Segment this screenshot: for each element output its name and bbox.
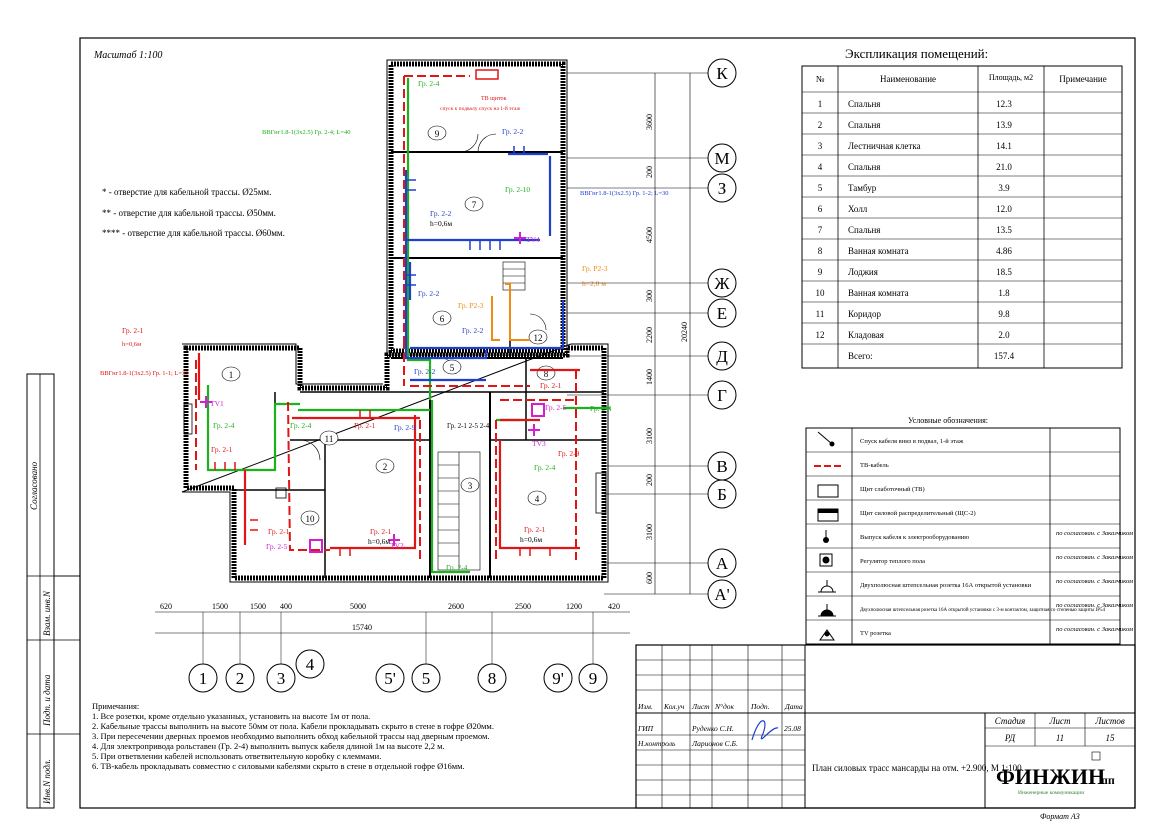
ann-gr29-b: Гр. 2-9 xyxy=(558,449,580,458)
room-cell-num: 1 xyxy=(817,99,823,109)
room-cell-name: Спальня xyxy=(848,120,881,130)
axis-9: 9 xyxy=(588,669,598,688)
room-cell-name: Лестничная клетка xyxy=(848,141,921,151)
room-num-1: 1 xyxy=(228,370,234,380)
ann-gr25-b: Гр. 2-5 xyxy=(266,542,288,551)
dim-b-6: 2500 xyxy=(515,602,531,611)
ann-gr22-c: Гр. 2-2 xyxy=(418,289,440,298)
ann-gr21-a: Гр. 2-1 xyxy=(122,326,144,335)
ann-cable-blue: ВВГнг1.8-1(3х2.5) Гр. 1-2; L=30 xyxy=(580,190,669,197)
ann-gr21-b: Гр. 2-1 xyxy=(211,445,233,454)
ann-gr21-f: Гр. 2-1 xyxy=(370,527,392,536)
floor-plan xyxy=(100,60,669,582)
room-cell-num: 4 xyxy=(817,162,823,172)
ann-gr22-a: Гр. 2-2 xyxy=(502,127,524,136)
legend-item xyxy=(860,486,925,493)
legend xyxy=(806,416,1133,644)
room-num-8: 8 xyxy=(543,369,549,379)
room-cell-num: 9 xyxy=(817,267,823,277)
axis-8: 8 xyxy=(487,669,497,688)
room-num-9: 9 xyxy=(434,129,440,139)
logo-text: ФИНЖИН xyxy=(996,764,1106,789)
axis-M: М xyxy=(714,149,730,168)
scale-label: Масштаб 1:100 xyxy=(94,50,163,61)
axis-K: К xyxy=(716,64,728,83)
total-label: Всего: xyxy=(848,351,873,361)
ann-gr22-e: Гр. 2-2 xyxy=(414,367,436,376)
axis-9-prime: 9' xyxy=(552,669,564,688)
ann-gr24-e: Гр. 2-4 xyxy=(446,563,468,572)
dim-b-2: 1500 xyxy=(250,602,266,611)
logo-sub: Инженерные коммуникации xyxy=(1018,790,1085,796)
th-name: Наименование xyxy=(879,74,937,84)
tb-sheets-h: Листов xyxy=(1095,716,1125,726)
note-6: 6. ТВ-кабель прокладывать совместно с силовыми кабелями скрыто в стене в отдельной гофре Ø16мм. xyxy=(92,761,465,771)
room-cell-name: Спальня xyxy=(848,225,881,235)
room-num-4: 4 xyxy=(534,494,540,504)
legend-item xyxy=(860,626,1133,637)
ann-gr24-b: Гр. 2-4 xyxy=(290,421,312,430)
table-row xyxy=(816,288,1011,298)
room-num-5: 5 xyxy=(449,363,455,373)
title-block xyxy=(636,645,1135,808)
tb-nk-role: Н.контроль xyxy=(638,739,676,748)
plan-annotations xyxy=(100,79,669,572)
ann-tv3: TV3 xyxy=(532,439,546,448)
socket-icon xyxy=(532,404,544,416)
legend-item xyxy=(860,462,889,469)
dims-bottom xyxy=(155,602,630,633)
th-area: Площадь, м2 xyxy=(988,73,1034,82)
socket-open-icon xyxy=(818,580,836,592)
tb-h-doc: N°док xyxy=(715,702,735,711)
ann-stack: Гр. 2-1 2-5 2-4 xyxy=(447,422,490,430)
socket-ip54-icon xyxy=(818,604,836,616)
notes xyxy=(92,701,494,771)
room-num-12: 12 xyxy=(533,333,543,343)
room-cell-area: 4.86 xyxy=(996,246,1012,256)
room-num-6: 6 xyxy=(439,314,445,324)
side-stamp xyxy=(27,374,80,808)
room-table-title: Экспликация помещений: xyxy=(845,46,989,61)
room-cell-num: 8 xyxy=(817,246,823,256)
legend-text: Щит слаботочный (ТВ) xyxy=(860,486,925,493)
axis-V: В xyxy=(716,457,728,476)
dim-b-3: 400 xyxy=(280,602,292,611)
ann-gr24-a: Гр. 2-4 xyxy=(213,421,235,430)
table-row xyxy=(818,267,1013,277)
ann-grp23-a: Гр. Р2-3 xyxy=(458,301,484,310)
tb-sheet-h: Лист xyxy=(1049,716,1071,726)
room-cell-num: 11 xyxy=(815,309,825,319)
room-cell-area: 3.9 xyxy=(998,183,1010,193)
tb-h-kol: Кол.уч xyxy=(664,702,685,711)
legend-item xyxy=(860,530,1133,541)
dim-r-0: 3600 xyxy=(645,114,654,130)
axis-A: А xyxy=(715,554,729,573)
table-row xyxy=(816,330,1011,340)
stamp-replaced: Взам. инв.N xyxy=(42,591,52,636)
ann-h06-a: h=0,6м xyxy=(430,219,453,228)
legend-text: Щит силовой распределительный (ЩС-2) xyxy=(860,510,976,517)
tb-h-list: Лист xyxy=(692,702,710,711)
format-label: Формат А3 xyxy=(1040,812,1080,821)
room-cell-name: Тамбур xyxy=(848,183,877,193)
holes-legend xyxy=(102,187,285,238)
room-num-3: 3 xyxy=(467,481,473,491)
axis-2: 2 xyxy=(235,669,245,688)
tb-gip-name: Руденко С.Н. xyxy=(692,724,734,733)
tb-sheets: 15 xyxy=(1105,733,1115,743)
ann-gr21-c: Гр. 2-1 xyxy=(354,421,376,430)
table-row xyxy=(818,225,1013,235)
room-cell-name: Лоджия xyxy=(848,267,878,277)
ann-gr21-g: Гр. 2-1 xyxy=(268,527,290,536)
ann-gr22-b: Гр. 2-2 xyxy=(430,209,452,218)
cable-down-icon xyxy=(818,432,835,447)
legend-item xyxy=(860,510,976,517)
hole-60: **** - отверстие для кабельной трассы. Ø60мм. xyxy=(102,228,285,238)
room-cell-num: 6 xyxy=(817,204,823,214)
room-cell-area: 21.0 xyxy=(996,162,1012,172)
ann-gr22-d: Гр. 2-2 xyxy=(462,326,484,335)
dim-b-0: 620 xyxy=(160,602,172,611)
axis-D: Д xyxy=(716,347,728,366)
table-row xyxy=(818,246,1013,256)
room-cell-num: 3 xyxy=(817,141,823,151)
dim-b-4: 5000 xyxy=(350,602,366,611)
axis-B: Б xyxy=(717,485,727,504)
axis-3: 3 xyxy=(276,669,286,688)
th-note: Примечание xyxy=(1059,74,1107,84)
dim-r-2: 4500 xyxy=(645,227,654,243)
room-cell-area: 12.3 xyxy=(996,99,1012,109)
dim-b-8: 420 xyxy=(608,602,620,611)
room-cell-name: Кладовая xyxy=(848,330,884,340)
legend-text: Регулятор теплого пола xyxy=(860,558,926,565)
room-cell-area: 13.5 xyxy=(996,225,1012,235)
ann-gr25-a: Гр. 2-5 xyxy=(545,403,567,412)
room-cell-area: 1.8 xyxy=(998,288,1010,298)
note-3: 3. При пересечении дверных проемов необходимо выполнить обход кабельной трассы над дверным проемом. xyxy=(92,731,490,741)
weak-current-panel-icon xyxy=(818,485,838,497)
dim-r-total: 20240 xyxy=(680,322,689,342)
room-cell-name: Спальня xyxy=(848,162,881,172)
room-cell-name: Холл xyxy=(848,204,868,214)
axis-Zh: Ж xyxy=(714,274,730,293)
company-logo xyxy=(996,752,1115,796)
ann-gr21-e: Гр. 2-1 xyxy=(524,525,546,534)
ann-h06-d: h=0,6м xyxy=(368,537,391,546)
legend-icons xyxy=(814,432,844,640)
legend-item xyxy=(860,602,1133,613)
ann-gr24-d: Гр. 2-4 xyxy=(534,463,556,472)
axis-A-prime: А' xyxy=(714,585,730,604)
ann-h20: h=2,0 м xyxy=(582,279,606,288)
tb-nk-name: Ларионов С.Б. xyxy=(692,739,738,748)
power-panel-icon xyxy=(818,509,838,521)
stamp-inv: Инв.N подл. xyxy=(42,759,52,804)
table-row xyxy=(816,309,1010,319)
room-num-2: 2 xyxy=(382,462,388,472)
dim-b-1: 1500 xyxy=(212,602,228,611)
legend-note: по согласован. с Заказчиком xyxy=(1056,602,1134,609)
legend-text: TV розетка xyxy=(860,630,891,637)
legend-item xyxy=(860,554,1133,565)
tb-sheet: 11 xyxy=(1055,733,1065,743)
room-table xyxy=(802,46,1122,368)
floor-heating-icon xyxy=(820,554,832,566)
tb-h-date: Дата xyxy=(785,702,803,711)
room-cell-num: 7 xyxy=(817,225,823,235)
tv-outlet-icon xyxy=(820,630,834,640)
room-cell-name: Ванная комната xyxy=(848,288,909,298)
dim-r-6: 3100 xyxy=(645,428,654,444)
total-value: 157.4 xyxy=(993,351,1015,361)
logo-suffix: пп xyxy=(1101,773,1115,787)
axis-5: 5 xyxy=(421,669,431,688)
legend-text: Выпуск кабеля к электрооборудованию xyxy=(860,534,970,541)
room-cell-name: Ванная комната xyxy=(848,246,909,256)
ann-tv4: TV4 xyxy=(526,235,540,244)
room-cell-area: 12.0 xyxy=(996,204,1012,214)
dim-r-7: 200 xyxy=(645,474,654,486)
tb-stage: РД xyxy=(1004,733,1016,743)
axis-Z: З xyxy=(717,179,727,198)
legend-item xyxy=(860,578,1133,589)
dim-r-4: 2200 xyxy=(645,327,654,343)
stamp-sign-date: Подп. и дата xyxy=(42,674,52,726)
legend-note: по согласован. с Заказчиком xyxy=(1056,626,1134,633)
legend-note: по согласован. с Заказчиком xyxy=(1056,554,1134,561)
dim-r-9: 600 xyxy=(645,572,654,584)
legend-text: Спуск кабеля вниз в подвал, 1-й этаж xyxy=(860,438,964,445)
note-2: 2. Кабельные трассы выполнить на высоте 50мм от пола. Кабели прокладывать скрыто в стене в гофре Ø20мм. xyxy=(92,721,494,731)
tb-h-sign: Подп. xyxy=(751,702,770,711)
ann-cable-down: спуск к подвалу спуск на 1-й этаж xyxy=(440,106,521,112)
room-cell-name: Коридор xyxy=(848,309,881,319)
ann-cable-red: ВВГнг1.8-1(3х2.5) Гр. 1-1; L=35 xyxy=(100,370,189,377)
axis-G: Г xyxy=(717,386,727,405)
room-cell-area: 9.8 xyxy=(998,309,1010,319)
note-1: 1. Все розетки, кроме отдельно указанных, установить на высоте 1м от пола. xyxy=(92,711,371,721)
ann-h06-b: h=0,6м xyxy=(122,341,142,348)
dim-b-7: 1200 xyxy=(566,602,582,611)
ann-gr210: Гр. 2-10 xyxy=(505,185,531,194)
table-row xyxy=(818,120,1013,130)
hole-25: * - отверстие для кабельной трассы. Ø25мм. xyxy=(102,187,272,197)
axis-E: Е xyxy=(716,304,728,323)
ann-grp23-b: Гр. Р2-3 xyxy=(582,264,608,273)
legend-text: ТВ-кабель xyxy=(860,462,889,469)
th-num: № xyxy=(815,74,825,84)
table-row xyxy=(818,99,1013,109)
note-4: 4. Для электропривода рольставен (Гр. 2-4) выполнить выпуск кабеля длиной 1м на высоте 2,2 м. xyxy=(92,741,445,751)
ann-tv2: TV2 xyxy=(390,541,404,550)
ann-tv1: TV1 xyxy=(210,399,224,408)
table-row xyxy=(818,204,1013,214)
tb-gip-role: ГИП xyxy=(638,724,654,733)
ann-gr29-a: Гр. 2-9 xyxy=(394,423,416,432)
legend-text: Двухполюсная штепсельная розетка 16А открытой установки с 3-м контактом, защитная со степенью защиты IP54 xyxy=(860,608,1106,613)
room-cell-area: 18.5 xyxy=(996,267,1012,277)
ann-h06-c: h=0,6м xyxy=(520,535,543,544)
axis-numbers xyxy=(189,612,607,692)
dim-r-3: 300 xyxy=(645,290,654,302)
dim-r-1: 200 xyxy=(645,166,654,178)
dim-b-total: 15740 xyxy=(352,623,372,632)
legend-title: Условные обозначения: xyxy=(908,416,989,425)
tb-date: 25.08 xyxy=(784,724,801,733)
tb-drawing-title: План силовых трасс мансарды на отм. +2.900, М 1:100. xyxy=(812,763,1024,773)
legend-note: по согласован. с Заказчиком xyxy=(1056,578,1134,585)
room-cell-num: 2 xyxy=(817,120,823,130)
room-num-7: 7 xyxy=(471,200,477,210)
room-num-11: 11 xyxy=(324,434,334,444)
table-row xyxy=(818,183,1010,193)
dims-right xyxy=(645,73,690,594)
legend-note: по согласован. с Заказчиком xyxy=(1056,530,1134,537)
room-cell-num: 5 xyxy=(817,183,823,193)
ann-gr24-c: Гр. 2-4 xyxy=(590,404,612,413)
ann-cable-green: ВВГнг1.8-1(3х2.5) Гр. 2-4; L=40 xyxy=(262,129,351,136)
table-row xyxy=(818,141,1012,151)
stamp-agreed: Согласовано xyxy=(29,461,39,510)
room-cell-area: 2.0 xyxy=(998,330,1010,340)
room-num-10: 10 xyxy=(305,514,315,524)
legend-text: Двухполюсная штепсельная розетка 16А открытой установки xyxy=(860,582,1032,589)
legend-item xyxy=(860,438,964,445)
ann-gr24-top: Гр. 2-4 xyxy=(418,79,440,88)
signature-icon xyxy=(752,721,778,740)
axis-1: 1 xyxy=(198,669,208,688)
room-cell-area: 13.9 xyxy=(996,120,1012,130)
ann-tv-shield: ТВ щиток xyxy=(481,96,507,102)
dim-r-8: 3100 xyxy=(645,524,654,540)
note-5: 5. При ответвлении кабелей использовать ответвительную коробку с клеммами. xyxy=(92,751,382,761)
axis-4: 4 xyxy=(305,655,315,674)
axis-5-prime: 5' xyxy=(384,669,396,688)
cable-outlet-icon xyxy=(823,530,829,543)
table-row xyxy=(818,162,1013,172)
tb-stage-h: Стадия xyxy=(994,716,1026,726)
room-cell-name: Спальня xyxy=(848,99,881,109)
dim-r-5: 1400 xyxy=(645,369,654,385)
room-cell-num: 12 xyxy=(815,330,825,340)
dim-b-5: 2600 xyxy=(448,602,464,611)
tb-h-izm: Изм. xyxy=(638,702,653,711)
ann-gr21-d: Гр. 2-1 xyxy=(540,381,562,390)
notes-title: Примечания: xyxy=(92,701,140,711)
hole-50: ** - отверстие для кабельной трассы. Ø50мм. xyxy=(102,208,276,218)
room-cell-area: 14.1 xyxy=(996,141,1012,151)
tv-socket-icon xyxy=(528,424,540,436)
room-cell-num: 10 xyxy=(815,288,825,298)
